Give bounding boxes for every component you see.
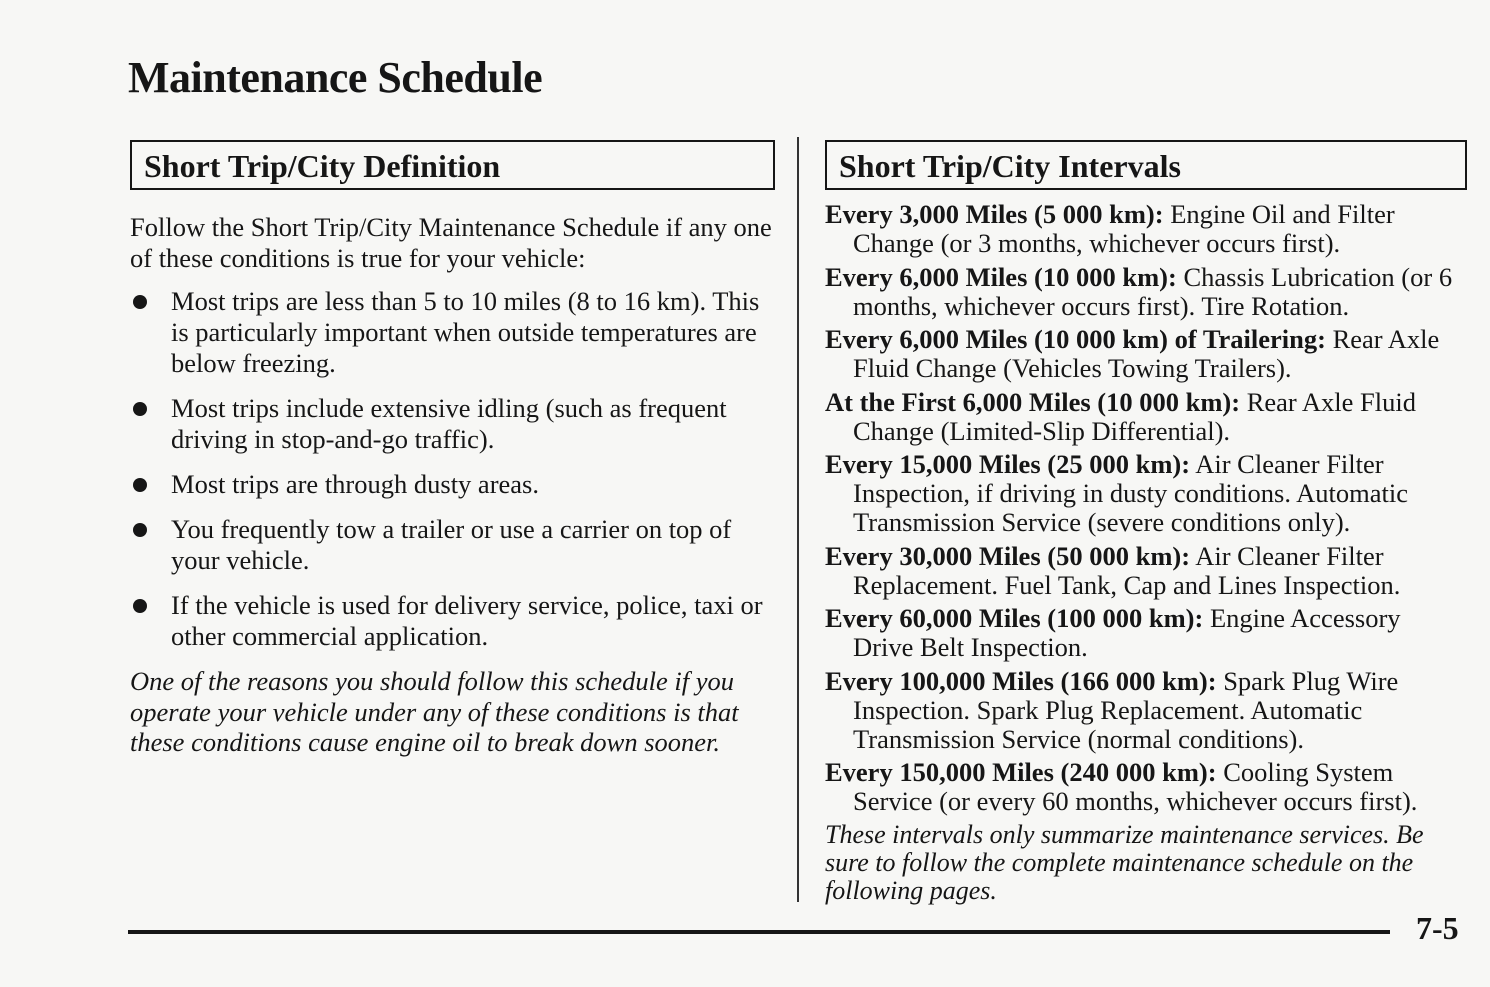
list-item-text: Most trips are less than 5 to 10 miles (8 to 16 km). This is particularly important when outside temperatures are below freezing.	[171, 286, 760, 378]
interval-item	[825, 200, 1467, 258]
definition-intro: Follow the Short Trip/City Maintenance Schedule if any one of these conditions is true for your vehicle:	[130, 212, 772, 273]
interval-item	[825, 263, 1467, 321]
interval-item	[825, 604, 1467, 662]
interval-lead: At the First 6,000 Miles (10 000 km):	[825, 386, 1241, 417]
intervals-list	[825, 200, 1467, 816]
list-item	[130, 590, 775, 652]
bullet-icon	[133, 478, 147, 492]
interval-item	[825, 667, 1467, 754]
list-item	[130, 286, 775, 379]
section-heading-definition: Short Trip/City Definition	[130, 140, 775, 190]
interval-text: Rear Axle Fluid Change (Limited-Slip Differential).	[853, 386, 1417, 446]
interval-lead: Every 150,000 Miles (240 000 km):	[825, 757, 1217, 787]
interval-text: Engine Accessory Drive Belt Inspection.	[853, 603, 1401, 662]
footer-rule	[128, 930, 1390, 934]
list-item	[130, 514, 775, 576]
interval-lead: Every 3,000 Miles (5 000 km):	[825, 199, 1164, 229]
interval-item	[825, 758, 1467, 816]
bullet-icon	[133, 523, 147, 537]
column-divider	[797, 137, 799, 902]
list-item	[130, 393, 775, 455]
interval-lead: Every 15,000 Miles (25 000 km):	[825, 449, 1191, 479]
list-item-text: Most trips include extensive idling (such as frequent driving in stop-and-go traffic).	[171, 393, 727, 454]
interval-text: Chassis Lubrication (or 6 months, whichever occurs first). Tire Rotation.	[853, 261, 1453, 321]
interval-text: Engine Oil and Filter Change (or 3 months, whichever occurs first).	[853, 199, 1395, 258]
interval-text: Rear Axle Fluid Change (Vehicles Towing Trailers).	[853, 324, 1440, 383]
list-item-text: You frequently tow a trailer or use a carrier on top of your vehicle.	[171, 514, 732, 575]
list-item-text: If the vehicle is used for delivery service, police, taxi or other commercial application.	[171, 590, 763, 651]
interval-lead: Every 6,000 Miles (10 000 km):	[825, 261, 1177, 292]
page-title: Maintenance Schedule	[128, 53, 543, 102]
right-column	[825, 140, 1467, 905]
list-item-text: Most trips are through dusty areas.	[171, 469, 539, 499]
interval-item	[825, 450, 1467, 537]
left-column	[130, 140, 775, 758]
section-heading-intervals: Short Trip/City Intervals	[825, 140, 1467, 190]
interval-item	[825, 325, 1467, 383]
interval-lead: Every 60,000 Miles (100 000 km):	[825, 603, 1204, 633]
interval-lead: Every 30,000 Miles (50 000 km):	[825, 540, 1191, 571]
interval-text: Air Cleaner Filter Inspection, if driving in dusty conditions. Automatic Transmission Service (severe conditions only).	[853, 449, 1408, 537]
bullet-icon	[133, 402, 147, 416]
conditions-list	[130, 286, 775, 652]
interval-text: Air Cleaner Filter Replacement. Fuel Tank, Cap and Lines Inspection.	[853, 540, 1401, 600]
interval-lead: Every 100,000 Miles (166 000 km):	[825, 665, 1217, 696]
definition-note: One of the reasons you should follow this schedule if you operate your vehicle under any of these conditions is that these conditions cause engine oil to break down sooner.	[130, 666, 739, 757]
interval-item	[825, 542, 1467, 600]
list-item	[130, 469, 775, 500]
page-number: 7-5	[1416, 910, 1459, 946]
bullet-icon	[133, 599, 147, 613]
interval-text: Cooling System Service (or every 60 months, whichever occurs first).	[853, 757, 1418, 816]
intervals-note: These intervals only summarize maintenance services. Be sure to follow the complete maintenance schedule on the following pages.	[825, 819, 1424, 905]
interval-item	[825, 388, 1467, 446]
interval-lead: Every 6,000 Miles (10 000 km) of Trailering:	[825, 324, 1326, 354]
interval-text: Spark Plug Wire Inspection. Spark Plug Replacement. Automatic Transmission Service (normal conditions).	[853, 665, 1399, 754]
bullet-icon	[133, 295, 147, 309]
